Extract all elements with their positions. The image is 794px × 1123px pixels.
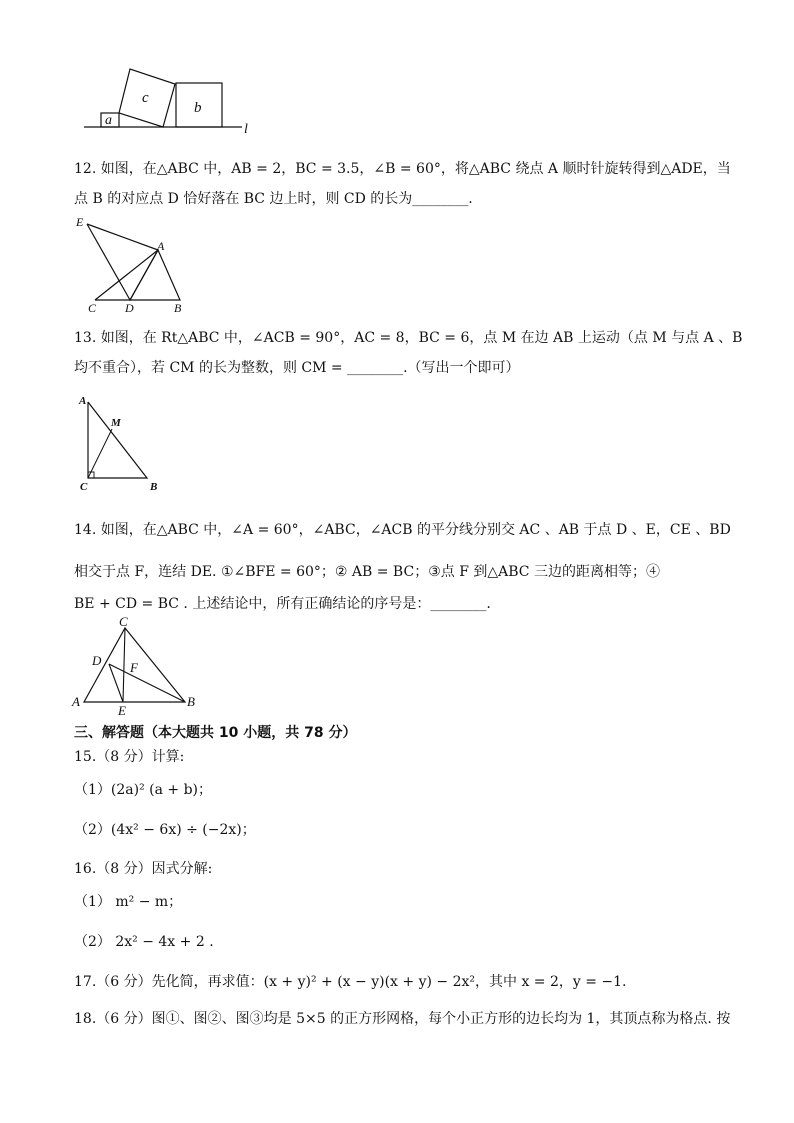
q13-line1: 13. 如图，在 Rt△ABC 中，∠ACB = 90°，AC = 8，BC = 6，点 M 在边 AB 上运动（点 M 与点 A 、B [74, 330, 743, 346]
q16-part2: （2） 2x² − 4x + 2 . [74, 934, 214, 950]
triangle-ade [87, 224, 158, 300]
figure-q13 [74, 392, 174, 494]
label-E: E [118, 703, 126, 718]
q15-part1: （1）(2a)² (a + b)； [74, 782, 213, 798]
label-b: b [194, 100, 202, 116]
label-l: l [244, 122, 248, 137]
label-F: F [130, 660, 138, 675]
right-triangle-acb [88, 402, 147, 478]
q12-line1: 12. 如图，在△ABC 中，AB = 2，BC = 3.5，∠B = 60°，将△ABC 绕点 A 顺时针旋转得到△ADE，当 [74, 161, 731, 177]
q14-line3: BE + CD = BC . 上述结论中，所有正确结论的序号是：________. [74, 596, 491, 612]
q14-line1: 14. 如图，在△ABC 中，∠A = 60°，∠ABC，∠ACB 的平分线分别交 AC 、AB 于点 D 、E，CE 、BD [74, 522, 731, 538]
segment-ad [130, 250, 158, 300]
section-heading: 三、解答题（本大题共 10 小题，共 78 分） [74, 725, 357, 741]
label-M: M [111, 417, 121, 429]
label-E: E [76, 215, 84, 229]
label-D: D [125, 301, 134, 315]
label-a: a [105, 113, 112, 128]
label-A: A [157, 239, 165, 253]
q16-part1: （1） m² − m； [74, 894, 183, 910]
q15-part2: （2）(4x² − 6x) ÷ (−2x)； [74, 822, 256, 838]
triangle-abc [95, 250, 180, 300]
figure-q14 [66, 614, 212, 718]
q14-line2: 相交于点 F，连结 DE. ①∠BFE = 60°；② AB = BC；③点 F 到△ABC 三边的距离相等；④ [74, 564, 660, 580]
q13-line2: 均不重合），若 CM 的长为整数，则 CM = ________.（写出一个即可） [74, 360, 520, 376]
q12-line2: 点 B 的对应点 D 恰好落在 BC 边上时，则 CD 的长为________. [74, 191, 473, 207]
label-C: C [80, 481, 88, 493]
q17-text: 17.（6 分）先化简，再求值：(x + y)² + (x − y)(x + y) − 2x²，其中 x = 2，y = −1. [74, 974, 627, 990]
label-D: D [92, 653, 102, 668]
label-B: B [187, 694, 195, 709]
label-B: B [150, 481, 158, 493]
q16-title: 16.（8 分）因式分解: [74, 861, 213, 877]
segment-cm [88, 429, 112, 478]
label-A: A [79, 395, 87, 407]
q18-text: 18.（6 分）图①、图②、图③均是 5×5 的正方形网格，每个小正方形的边长均为 1，其顶点称为格点. 按 [74, 1011, 731, 1027]
label-C: C [88, 301, 97, 315]
bisector-ce [123, 628, 125, 702]
q15-title: 15.（8 分）计算: [74, 749, 185, 765]
figure-squares [84, 62, 264, 140]
label-B: B [174, 301, 182, 315]
label-A: A [72, 694, 80, 709]
figure-q12 [70, 212, 200, 316]
label-c: c [142, 90, 149, 106]
label-C: C [119, 614, 128, 629]
